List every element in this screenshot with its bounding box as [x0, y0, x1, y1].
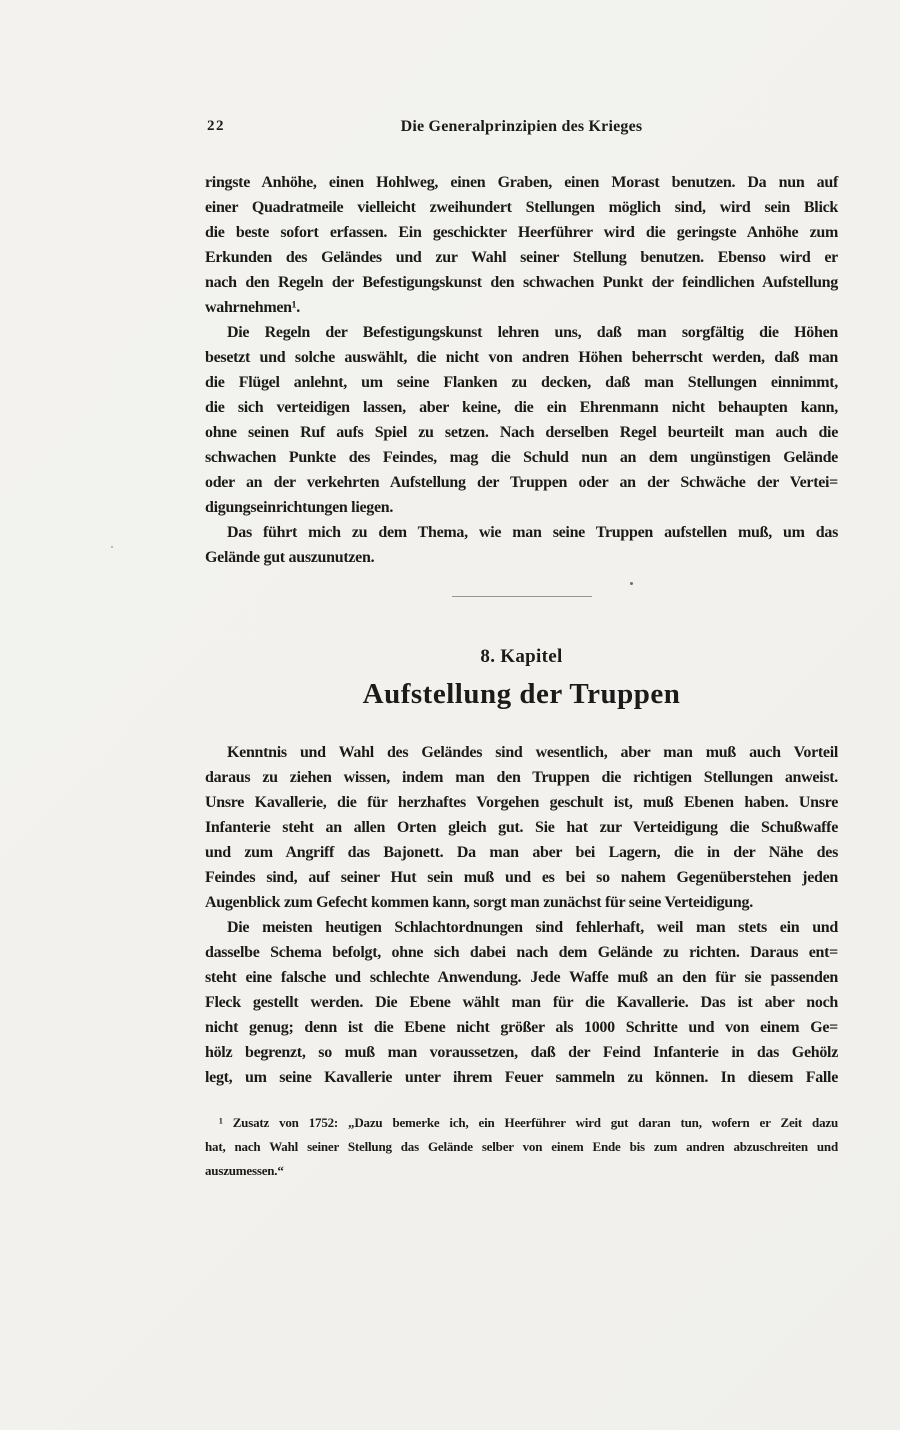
footnote-line: auszumessen.“	[205, 1163, 284, 1178]
body-line: Kenntnis und Wahl des Geländes sind wesentlich, aber man muß auch Vorteil	[227, 744, 838, 761]
body-line: steht eine falsche und schlechte Anwendung. Jede Waffe muß an den für sie passenden	[205, 969, 838, 986]
body-line: Fleck gestellt werden. Die Ebene wählt man für die Kavallerie. Das ist aber noch	[205, 994, 838, 1011]
chapter-number: 8. Kapitel	[480, 646, 563, 667]
body-line: die sich verteidigen lassen, aber keine, die ein Ehrenmann nicht behaupten kann,	[205, 399, 838, 416]
body-line: Die Regeln der Befestigungskunst lehren uns, daß man sorgfältig die Höhen	[227, 324, 838, 341]
section-divider	[452, 596, 592, 597]
body-line: die beste sofort erfassen. Ein geschickter Heerführer wird die geringste Anhöhe zum	[205, 224, 838, 241]
paragraph	[205, 520, 838, 570]
body-line: nicht genug; denn ist die Ebene nicht größer als 1000 Schritte und von einem Ge=	[205, 1019, 838, 1036]
body-line: dasselbe Schema befolgt, ohne sich dabei nach dem Gelände zu richten. Daraus ent=	[205, 944, 838, 961]
body-line: Infanterie steht an allen Orten gleich gut. Sie hat zur Verteidigung die Schußwaffe	[205, 819, 838, 836]
body-line: wahrnehmen¹.	[205, 299, 300, 316]
body-line: legt, um seine Kavallerie unter ihrem Feuer sammeln zu können. In diesem Falle	[205, 1069, 838, 1086]
body-line: Das führt mich zu dem Thema, wie man seine Truppen aufstellen muß, um das	[227, 524, 838, 541]
body-line: Feindes sind, auf seiner Hut sein muß und es bei so nahem Gegenüberstehen jeden	[205, 869, 838, 886]
body-line: Augenblick zum Gefecht kommen kann, sorgt man zunächst für seine Verteidigung.	[205, 894, 753, 911]
body-line: hölz begrenzt, so muß man voraussetzen, daß der Feind Infanterie in das Gehölz	[205, 1044, 838, 1061]
text-column	[205, 0, 838, 1183]
footnote-line: hat, nach Wahl seiner Stellung das Gelände selber von einem Ende bis zum andren abzuschreiten und	[205, 1139, 838, 1154]
body-line: digungseinrichtungen liegen.	[205, 499, 394, 516]
body-line: besetzt und solche auswählt, die nicht von andren Höhen beherrscht werden, daß man	[205, 349, 838, 366]
chapter-title: Aufstellung der Truppen	[362, 678, 681, 710]
footnote	[205, 1111, 838, 1183]
body-line: ohne seinen Ruf aufs Spiel zu setzen. Nach derselben Regel beurteilt man auch die	[205, 424, 838, 441]
page-number: 22	[207, 118, 225, 134]
body-line: Unsre Kavallerie, die für herzhaftes Vorgehen geschult ist, muß Ebenen haben. Unsre	[205, 794, 838, 811]
paragraph	[205, 320, 838, 520]
body-line: die Flügel anlehnt, um seine Flanken zu decken, daß man Stellungen einnimmt,	[205, 374, 838, 391]
paragraph	[205, 740, 838, 915]
scan-artifact-dot	[111, 546, 113, 548]
body-line: Erkunden des Geländes und zur Wahl seiner Stellung benutzen. Ebenso wird er	[205, 249, 838, 266]
body-line: daraus zu ziehen wissen, indem man den Truppen die richtigen Stellungen anweist.	[205, 769, 838, 786]
body-line: nach den Regeln der Befestigungskunst den schwachen Punkt der feindlichen Aufstellung	[205, 274, 838, 291]
running-header-title: Die Generalprinzipien des Krieges	[400, 118, 643, 135]
body-line: Gelände gut auszunutzen.	[205, 549, 375, 566]
body-line: ringste Anhöhe, einen Hohlweg, einen Graben, einen Morast benutzen. Da nun auf	[205, 174, 838, 191]
body-line: oder an der verkehrten Aufstellung der Truppen oder an der Schwäche der Vertei=	[205, 474, 838, 491]
body-line: schwachen Punkte des Feindes, mag die Schuld nun an dem ungünstigen Gelände	[205, 449, 838, 466]
running-header	[205, 118, 838, 140]
paragraph	[205, 915, 838, 1090]
body-line: einer Quadratmeile vielleicht zweihundert Stellungen möglich sind, wird sein Blick	[205, 199, 838, 216]
footnote-line: ¹ Zusatz von 1752: „Dazu bemerke ich, ein Heerführer wird gut daran tun, wofern er Zeit dazu	[219, 1115, 838, 1130]
body-line: und zum Angriff das Bajonett. Da man aber bei Lagern, die in der Nähe des	[205, 844, 838, 861]
body-line: Die meisten heutigen Schlachtordnungen sind fehlerhaft, weil man stets ein und	[227, 919, 838, 936]
paragraph	[205, 170, 838, 320]
